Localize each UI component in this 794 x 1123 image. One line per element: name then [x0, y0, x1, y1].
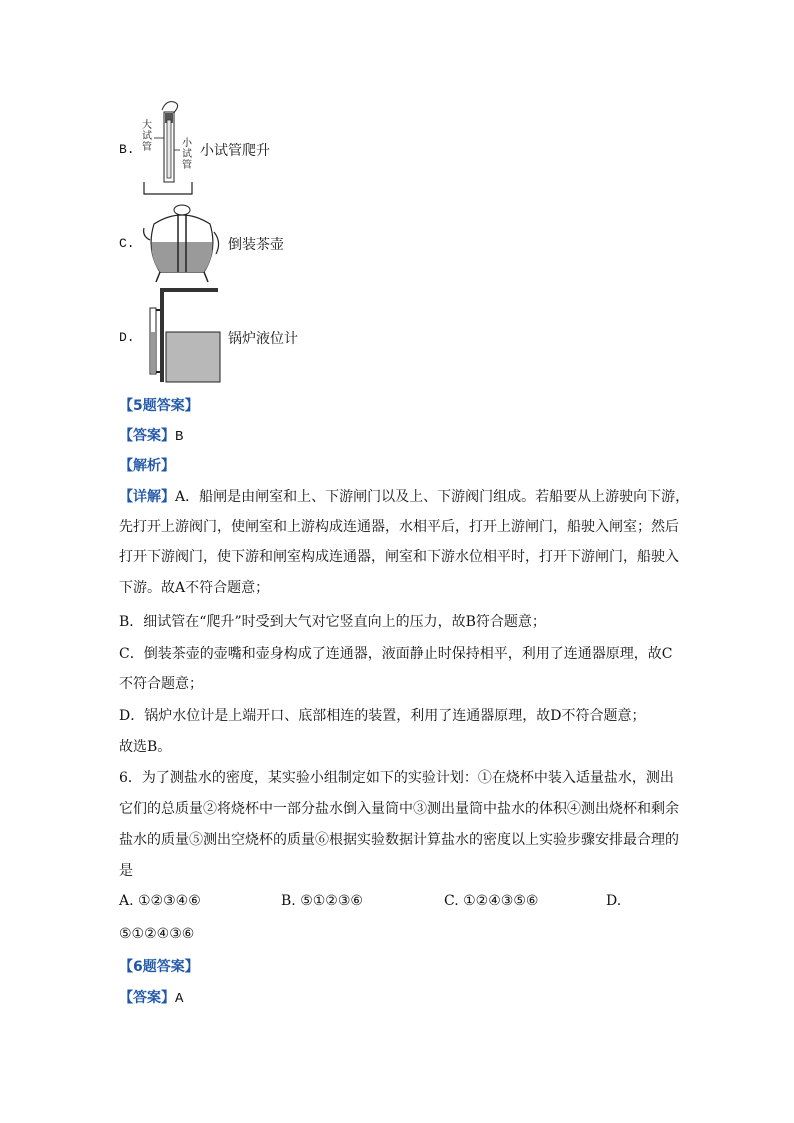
- q5-section-heading: 【5题答案】: [119, 398, 199, 414]
- q6-stem-line-1: 6．为了测盐水的密度，某实验小组制定如下的实验计划：①在烧杯中装入适量盐水，测出: [119, 770, 674, 786]
- option-b-caption: 小试管爬升: [200, 143, 270, 159]
- q5-analysis-heading: 【解析】: [119, 458, 175, 474]
- option-d-label: D.: [119, 330, 135, 345]
- q5-detail-line-6: C．倒装茶壶的壶嘴和壶身构成了连通器，液面静止时保持相平，利用了连通器原理，故C: [119, 646, 673, 662]
- option-c-caption: 倒装茶壶: [228, 237, 284, 253]
- q6-section-heading: 【6题答案】: [119, 959, 199, 975]
- option-b-label: B.: [119, 142, 135, 157]
- q6-option-c: C. ①②④③⑤⑥: [444, 893, 539, 909]
- q5-answer: 【答案】B: [119, 428, 184, 445]
- q5-detail-line-5: B．细试管在“爬升”时受到大气对它竖直向上的压力，故B符合题意；: [119, 614, 546, 630]
- option-c-label: C.: [119, 236, 135, 251]
- q6-option-d: D.: [606, 893, 622, 909]
- q5-detail-line-1: 【详解】A．船闸是由闸室和上、下游闸门以及上、下游阀门组成。若船要从上游驶向下游，: [119, 489, 690, 505]
- big-tube-label: 大试管: [142, 120, 152, 153]
- option-d-caption: 锅炉液位计: [228, 331, 298, 347]
- q5-detail-line-8: D．锅炉水位计是上端开口、底部相连的装置，利用了连通器原理，故D不符合题意；: [119, 708, 646, 724]
- boiler-level-gauge-figure: [142, 286, 224, 386]
- q6-stem-line-3: 盐水的质量⑤测出空烧杯的质量⑥根据实验数据计算盐水的密度以上实验步骤安排最合理的: [119, 832, 679, 848]
- q6-stem-line-2: 它们的总质量②将烧杯中一部分盐水倒入量筒中③测出量筒中盐水的体积④测出烧杯和剩余: [119, 801, 679, 817]
- q5-conclusion: 故选B。: [119, 739, 172, 755]
- q6-option-a: A. ①②③④⑥: [119, 893, 201, 909]
- q5-detail-line-3: 打开下游阀门，使下游和闸室构成连通器，闸室和下游水位相平时，打开下游闸门，船驶入: [119, 549, 679, 565]
- q6-option-b: B. ⑤①②③⑥: [281, 893, 363, 909]
- q6-options: [119, 893, 679, 913]
- q6-answer: 【答案】A: [119, 990, 184, 1007]
- small-tube-label: 小试管: [182, 138, 192, 171]
- q6-option-d-value: ⑤①②④③⑥: [119, 926, 195, 942]
- q5-detail-line-7: 不符合题意；: [119, 676, 203, 692]
- q5-detail-line-4: 下游。故A不符合题意；: [119, 580, 270, 596]
- q6-stem-line-4: 是: [119, 863, 133, 879]
- q5-detail-line-2: 先打开上游阀门，使闸室和上游构成连通器，水相平后，打开上游闸门，船驶入闸室；然后: [119, 519, 679, 535]
- inverted-teapot-figure: [142, 202, 222, 284]
